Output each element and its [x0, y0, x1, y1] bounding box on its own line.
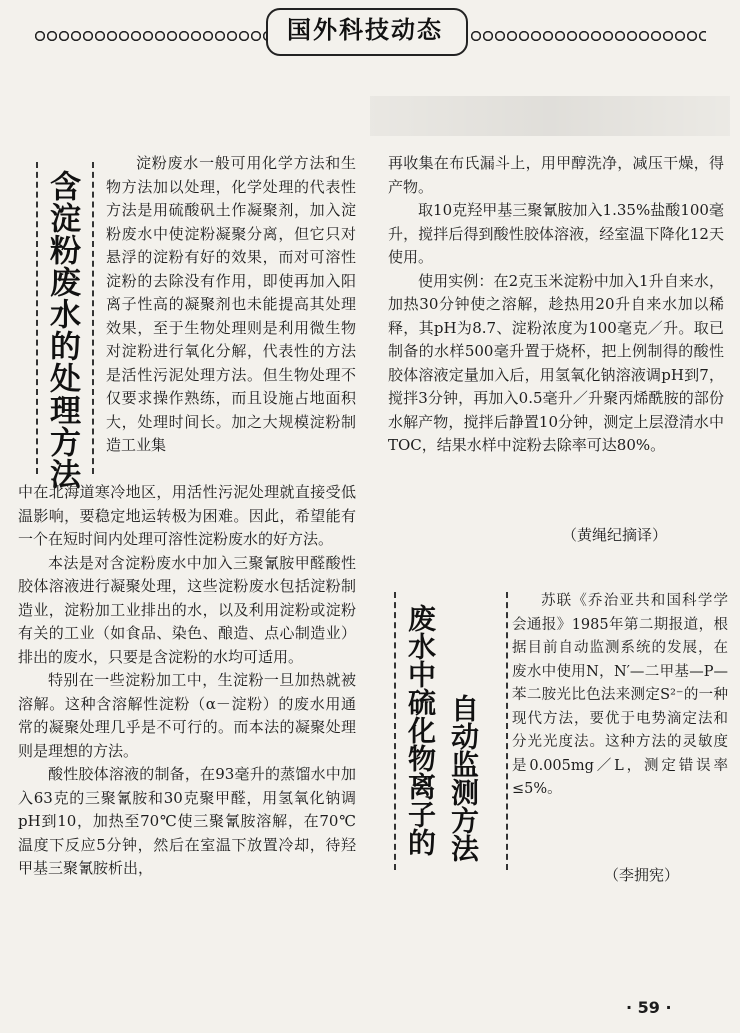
article1-p1-bottom-text: 中在北海道寒冷地区，用活性污泥处理就直接受低温影响，要稳定地运转极为困难。因此，希望能有一个在短时间内处理可溶性淀粉废水的好方法。 — [18, 483, 356, 548]
article1-paragraph1-top — [106, 152, 356, 458]
header-ornament-left — [34, 28, 266, 44]
article1-p6-text: 取10克羟甲基三聚氰胺加入1.35%盐酸100毫升，搅拌后得到酸性胶体溶液，经室温下降化12天使用。 — [388, 201, 724, 266]
article2-title-main: 废水中硫化物离子的 — [404, 604, 437, 856]
article1-p1-top-text: 淀粉废水一般可用化学方法和生物方法加以处理，化学处理的代表性方法是用硫酸矾土作凝聚剂，加入淀粉废水中使淀粉凝聚分离，但它只对悬浮的淀粉有好的效果，而对可溶性淀粉的去除没有作用，即使再加入阳离子性高的凝聚剂也未能提高其处理效果，至于生物处理则是利用微生物对淀粉进行氧化分解，代表性的方法是活性污泥处理方法。但生物处理不仅要求操作熟练，而且设施占地面积大，处理时间长。加之大规模淀粉制造工业集 — [106, 154, 356, 454]
article2-attribution: （李拥宪） — [604, 866, 680, 884]
article1-p2-text: 本法是对含淀粉废水中加入三聚氰胺甲醛酸性胶体溶液进行凝聚处理，这些淀粉废水包括淀粉制造业，淀粉加工业排出的水，以及利用淀粉或淀粉有关的工业（如食品、染色、酿造、点心制造业）排出的废水，只要是含淀粉的水均可适用。 — [18, 553, 356, 666]
page-number: · 59 · — [626, 998, 672, 1017]
article1-title: 含淀粉废水的处理方法 — [44, 170, 80, 490]
header-ornament-right — [470, 28, 706, 44]
article1-p3-text: 特别在一些淀粉加工中，生淀粉一旦加热就被溶解。这种含溶解性淀粉（α－淀粉）的废水用通常的凝聚处理几乎是不可行的。而本法的凝聚处理则是理想的方法。 — [18, 671, 356, 760]
article1-right-body — [388, 152, 724, 458]
article1-p7-text: 使用实例：在2克玉米淀粉中加入1升自来水，加热30分钟使之溶解，趁热用20升自来水加以稀释，其pH为8.7、淀粉浓度为100毫克／升。取已制备的水样500毫升置于烧杯，把上例制得的酸性胶体溶液定量加入后，用氢氧化钠溶液调pH到7，搅拌3分钟，再加入0.5毫升／升聚丙烯酰胺的部份水解产物，搅拌后静置10分钟，测定上层澄清水中TOC，结果水样中淀粉去除率可达80%。 — [388, 271, 724, 454]
section-title: 国外科技动态 — [287, 16, 443, 44]
article2-body-text: 苏联《乔治亚共和国科学学会通报》1985年第二期报道，根据目前自动监测系统的发展，在废水中使用N，N′—二甲基—P—苯二胺光比色法来测定S²⁻的一种现代方法，要优于电势滴定法和分光光度法。这种方法的灵敏度是0.005mg／L，测定错误率≤5%。 — [512, 593, 728, 797]
article1-left-body — [18, 481, 356, 881]
article1-p5-text: 再收集在布氏漏斗上，用甲醇洗净，减压干燥，得产物。 — [388, 154, 724, 196]
article1-attribution: （黄绳纪摘译） — [562, 526, 668, 544]
article1-p4-text: 酸性胶体溶液的制备，在93毫升的蒸馏水中加入63克的三聚氰胺和30克聚甲醛，用氢氧化钠调pH到10，加热至70℃使三聚氰胺溶解，在70℃温度下反应5分钟，然后在室温下放置冷却，待羟甲基三聚氰胺析出， — [18, 765, 356, 877]
article2-title-sub: 自动监测方法 — [447, 694, 480, 862]
scan-smudge — [370, 96, 730, 136]
article2-body — [512, 590, 728, 802]
